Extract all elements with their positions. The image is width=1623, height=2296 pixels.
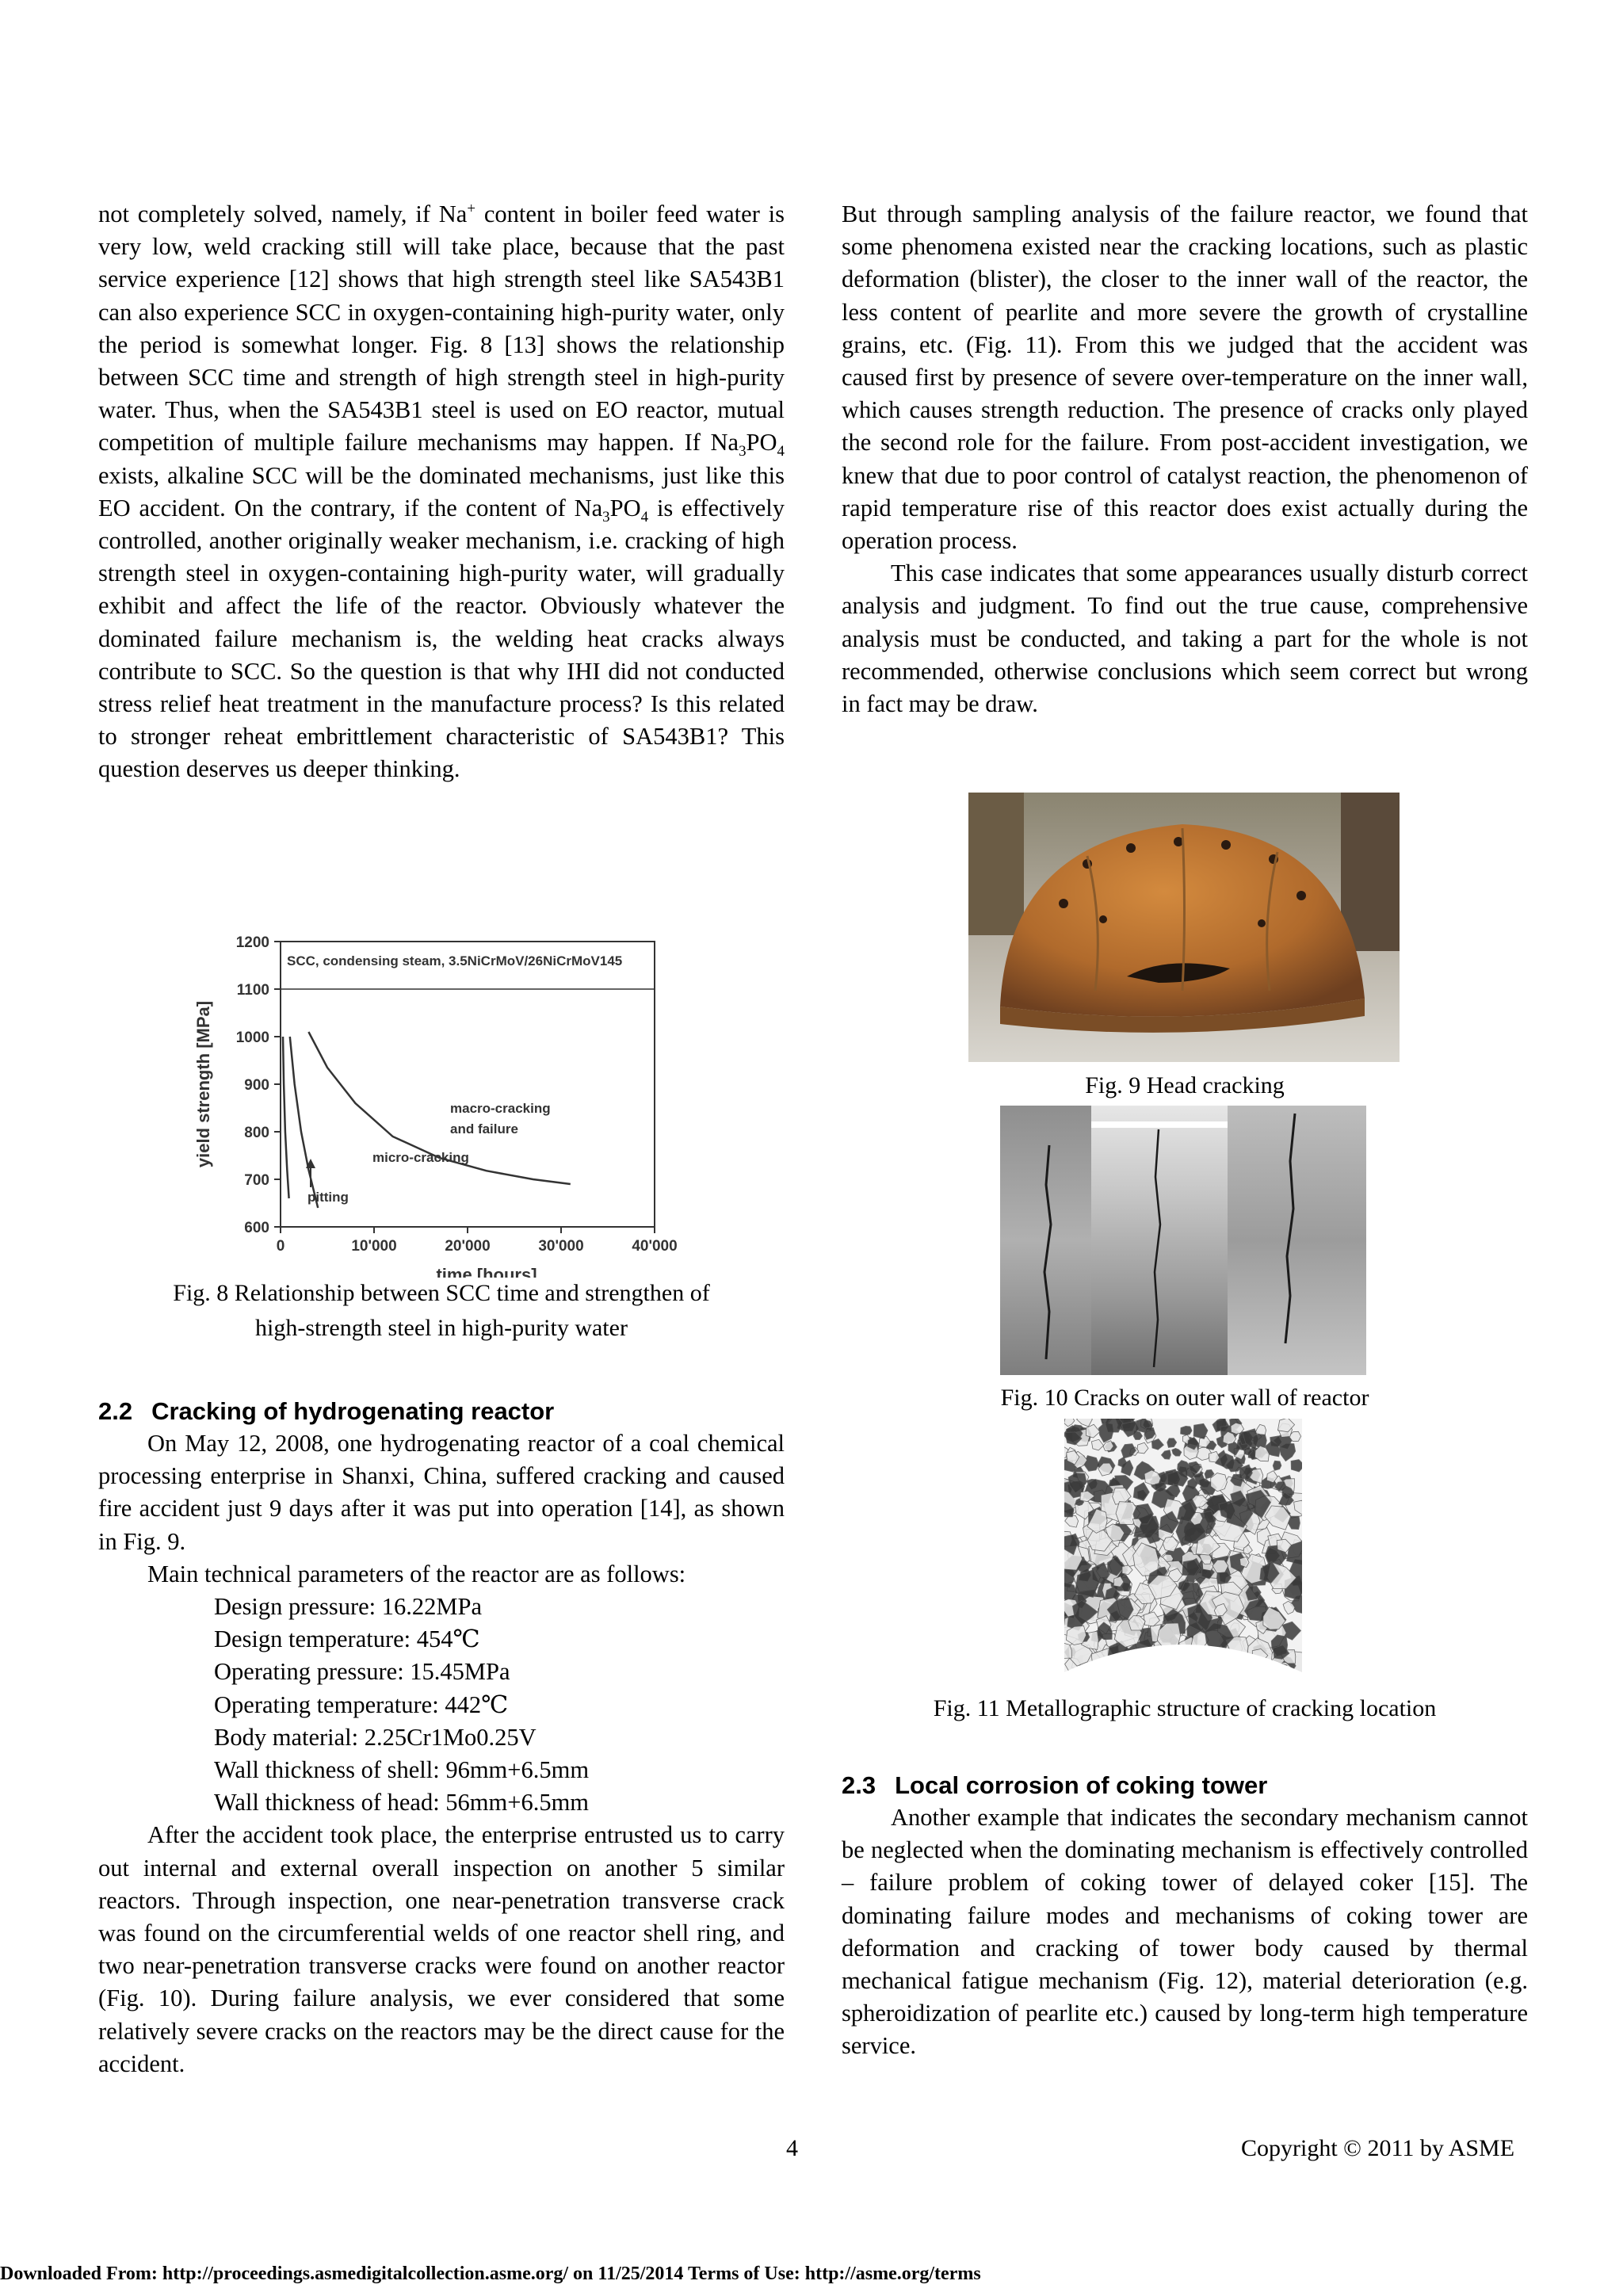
y-tick-label: 1100 [236, 982, 269, 999]
y-tick-label: 700 [244, 1172, 269, 1189]
y-tick-label: 900 [244, 1077, 269, 1094]
y-axis-label: yield strength [MPa] [193, 1000, 213, 1168]
param-item: Wall thickness of head: 56mm+6.5mm [214, 1789, 590, 1817]
y-tick-label: 1000 [235, 1030, 269, 1046]
param-item: Operating temperature: 442℃ [214, 1690, 509, 1718]
chart-annotation: pitting [307, 1190, 349, 1205]
paragraph-case: This case indicates that some appearances usually disturb correct analysis and judgment. To find out the true cause, comprehensive analysis must be conducted, and taking a part for the whole is not recommended, otherwise conclusions which seem correct but wrong in fact may be draw. [842, 560, 1528, 718]
paragraph-params-intro: Main technical parameters of the reactor are as follows: [147, 1560, 686, 1587]
fig9-caption [842, 1068, 1528, 1103]
paragraph-accident: On May 12, 2008, one hydrogenating reactor of a coal chemical processing enterprise in Shanxi, China, suffered cracking and caused fire accident just 9 days after it was put into operation [14], as shown in Fig. 9. [98, 1430, 785, 1555]
series-line [290, 1037, 318, 1208]
fig8-caption [98, 1276, 785, 1346]
page-number: 4 [786, 2135, 798, 2161]
paragraph-coking: Another example that indicates the secondary mechanism cannot be neglected when the dominating mechanism is effectively controlled – failure problem of coking tower of delayed coker [15]. The dominating failure modes and mechanisms of coking tower are deformation and cracking of tower body caused by thermal mechanical fatigue mechanism (Fig. 12), material deterioration (e.g. spheroidization of pearlite etc.) caused by long-term high temperature service. [842, 1804, 1528, 2060]
fig11-metallograph-image [1064, 1419, 1302, 1682]
copyright: Copyright © 2011 by ASME [1241, 2135, 1515, 2161]
fig11-caption [842, 1691, 1528, 1726]
section-2-3-heading: 2.3 Local corrosion of coking tower [842, 1771, 1268, 1799]
param-item: Body material: 2.25Cr1Mo0.25V [214, 1723, 537, 1751]
section-2-2-heading: 2.2 Cracking of hydrogenating reactor [98, 1397, 555, 1425]
parameter-list [98, 1591, 785, 1819]
left-column [98, 198, 785, 786]
param-item: Design temperature: 454℃ [214, 1626, 480, 1653]
fig9-head-image [968, 793, 1400, 1062]
fig8-svg [190, 929, 697, 1278]
param-item: Design pressure: 16.22MPa [214, 1593, 483, 1621]
y-tick-label: 600 [244, 1220, 269, 1236]
fig8-chart [190, 929, 697, 1278]
right-column [842, 198, 1528, 720]
download-notice: Downloaded From: http://proceedings.asmedigitalcollection.asme.org/ on 11/25/2014 Terms of Use: http://asme.org/terms [0, 2264, 981, 2284]
chart-annotation: micro-cracking [372, 1150, 469, 1165]
x-axis-label: time [hours] [436, 1265, 537, 1278]
x-tick-label: 0 [276, 1238, 285, 1255]
fig8-caption-line1: Fig. 8 Relationship between SCC time and strengthen of [173, 1280, 710, 1306]
fig10-photo [1000, 1106, 1366, 1375]
fig11-photo [1064, 1419, 1302, 1682]
paragraph-sampling: But through sampling analysis of the failure reactor, we found that some phenomena existed near the cracking locations, such as plastic deformation (blister), the closer to the inner wall of the reactor, the less content of pearlite and more severe the growth of crystalline grains, etc. (Fig. 11). From this we judged that the accident was caused first by presence of severe over-temperature on the inner wall, which causes strength reduction. The presence of cracks only played the second role for the failure. From post-accident investigation, we knew that due to poor control of catalyst reaction, the phenomenon of rapid temperature rise of this reactor does exist actually during the operation process. [842, 201, 1528, 555]
fig9-caption-text: Fig. 9 Head cracking [1085, 1072, 1285, 1098]
chart-frame [281, 942, 655, 1227]
y-tick-label: 1200 [235, 934, 269, 951]
x-tick-label: 40'000 [632, 1238, 678, 1255]
y-tick-label: 800 [244, 1125, 269, 1141]
paragraph-inspection: After the accident took place, the enterprise entrusted us to carry out internal and external overall inspection on another 5 similar reactors. Through inspection, one near-penetration transverse crack was found on the circumferential welds of one reactor shell ring, and two near-penetration transverse cracks were found on another reactor (Fig. 10). During failure analysis, we ever considered that some relatively severe cracks on the reactors may be the direct cause for the accident. [98, 1821, 785, 2077]
x-tick-label: 30'000 [538, 1238, 584, 1255]
fig10-caption-text: Fig. 10 Cracks on outer wall of reactor [1000, 1385, 1369, 1411]
fig10-cracks-image [1000, 1106, 1366, 1375]
fig9-photo [968, 793, 1400, 1062]
fig8-caption-line2: high-strength steel in high-purity water [255, 1315, 628, 1341]
chart-annotation: and failure [450, 1121, 518, 1137]
series-line [283, 1037, 289, 1198]
section-2-3 [842, 1769, 1528, 2063]
x-tick-label: 10'000 [351, 1238, 397, 1255]
param-item: Operating pressure: 15.45MPa [214, 1658, 510, 1686]
chart-annotation: macro-cracking [450, 1101, 551, 1116]
section-2-2 [98, 1395, 785, 2080]
fig10-caption [842, 1381, 1528, 1415]
param-item: Wall thickness of shell: 96mm+6.5mm [214, 1756, 590, 1784]
x-tick-label: 20'000 [445, 1238, 491, 1255]
paragraph-intro: not completely solved, namely, if Na+ content in boiler feed water is very low, weld cracking still will take place, because that the past service experience [12] shows that high strength steel like SA543B1 can also experience SCC in oxygen-containing high-purity water, only the period is somewhat longer. Fig. 8 [13] shows the relationship between SCC time and strength of high strength steel in high-purity water. Thus, when the SA543B1 steel is used on EO reactor, mutual competition of multiple failure mechanisms may happen. If $Na_3PO_4$ exists, alkaline SCC will be the dominated mechanisms, just like this EO accident. On the contrary, if the content of $Na_3PO_4$ is effectively controlled, another originally weaker mechanism, i.e. cracking of high strength steel in oxygen-containing high-purity water, will gradually exhibit and affect the life of the reactor. Obviously whatever the dominated failure mechanism is, the welding heat cracks always contribute to SCC. So the question is that why IHI did not conducted stress relief heat treatment in the manufacture process? Is this related to stronger reheat embrittlement characteristic of SA543B1? This question deserves us deeper thinking. [98, 200, 785, 783]
fig11-caption-text: Fig. 11 Metallographic structure of cracking location [933, 1695, 1437, 1721]
chart-title: SCC, condensing steam, 3.5NiCrMoV/26NiCrMoV145 [287, 953, 623, 968]
